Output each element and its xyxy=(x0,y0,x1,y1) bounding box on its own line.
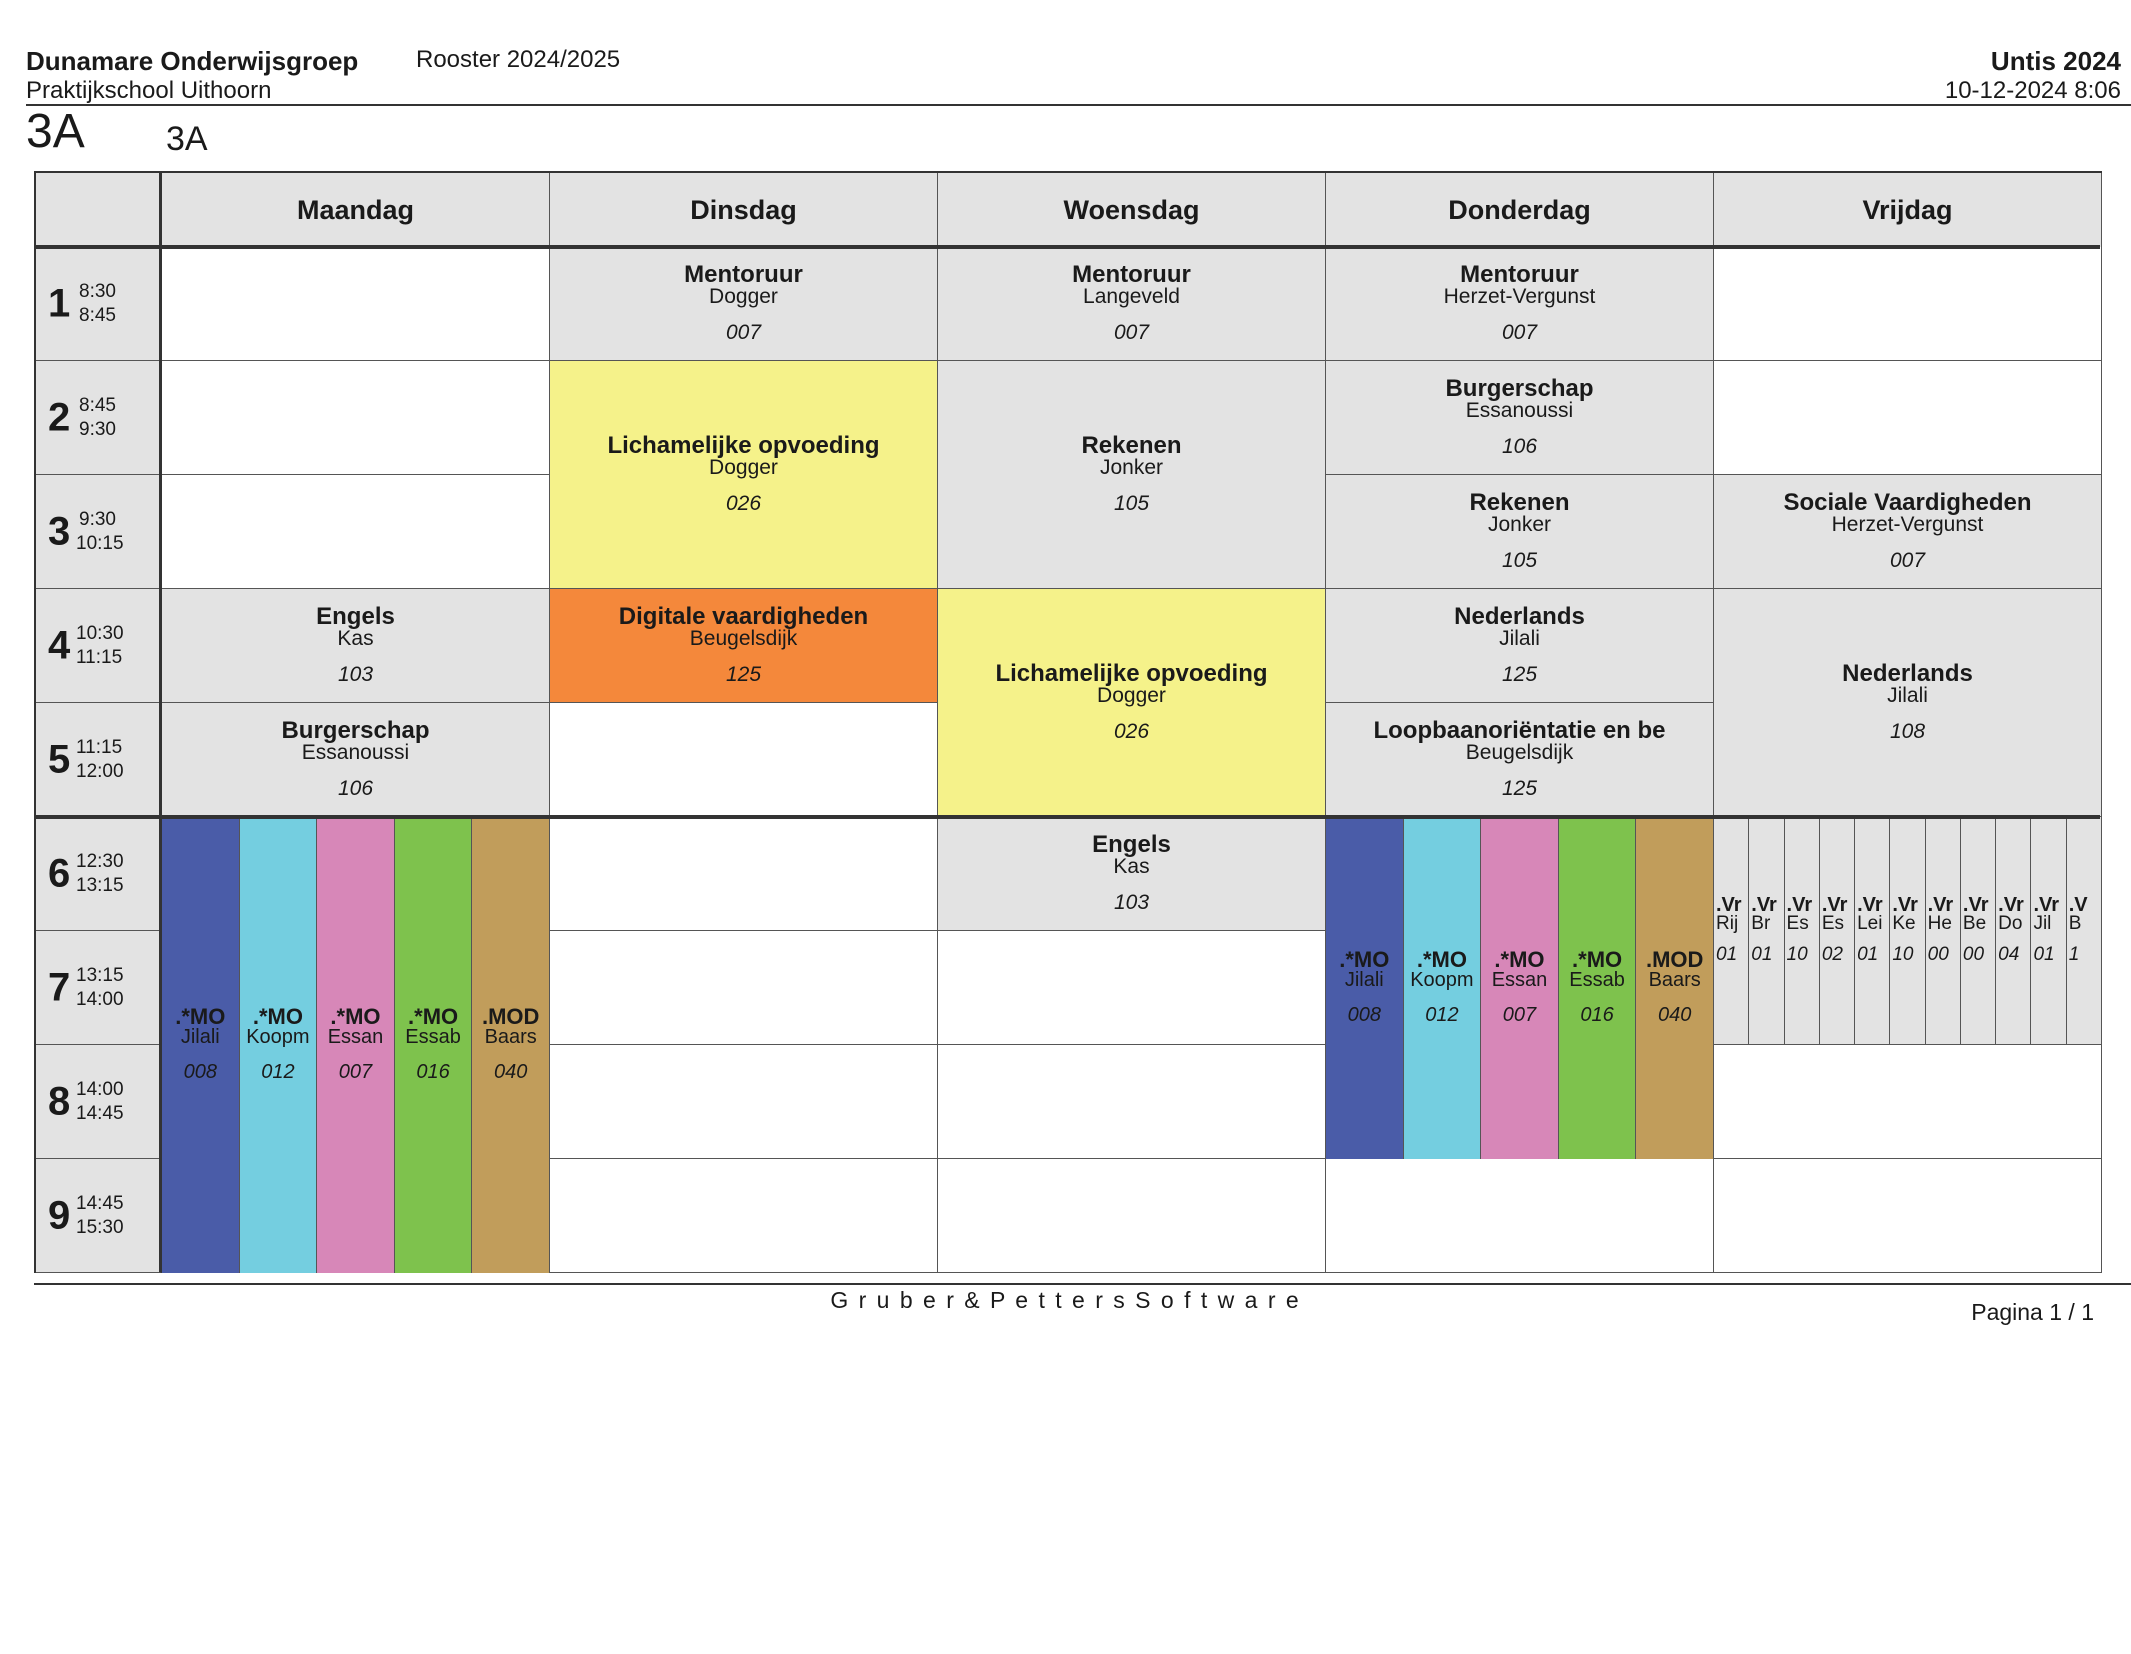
strip-room: 008 xyxy=(183,1060,217,1083)
lesson-room: 026 xyxy=(725,491,762,515)
lesson-subject: Rekenen xyxy=(1469,488,1570,516)
lesson-teacher: Langeveld xyxy=(1083,284,1180,308)
period-end: 11:15 xyxy=(76,646,123,668)
mini-subject: .Vr xyxy=(1927,893,1954,916)
lesson-room: 007 xyxy=(1889,548,1926,572)
lesson-room: 125 xyxy=(1501,776,1538,800)
elective-strip[interactable] xyxy=(1559,817,1637,1159)
mini-subject: .V xyxy=(2068,893,2088,916)
mini-teacher: Es xyxy=(1786,912,1809,934)
lesson-subject: Lichamelijke opvoeding xyxy=(995,659,1268,687)
product-name: Untis 2024 xyxy=(1990,46,2121,76)
mini-room: 01 xyxy=(1751,943,1773,965)
period-number: 3 xyxy=(48,509,71,553)
lesson-room: 007 xyxy=(1501,320,1538,344)
empty-slot xyxy=(550,931,938,1045)
lesson-room: 125 xyxy=(1501,662,1538,686)
mini-teacher: Es xyxy=(1821,912,1844,934)
strip-room: 007 xyxy=(1502,1003,1537,1026)
period-end: 14:00 xyxy=(76,988,124,1010)
period-end: 13:15 xyxy=(76,874,124,896)
period-start: 13:15 xyxy=(76,964,124,986)
empty-slot xyxy=(1714,1159,2102,1273)
school-name: Praktijkschool Uithoorn xyxy=(26,77,272,104)
lesson-teacher: Jilali xyxy=(1887,683,1928,707)
strip-teacher: Jilali xyxy=(1344,968,1384,991)
period-number: 2 xyxy=(48,395,71,439)
lesson-subject: Burgerschap xyxy=(1445,374,1594,402)
period-start: 8:45 xyxy=(79,394,116,416)
period-cell xyxy=(36,247,162,361)
empty-slot xyxy=(550,703,938,817)
period-time xyxy=(76,280,116,328)
mini-room: 1 xyxy=(2068,943,2080,965)
lesson-teacher: Dogger xyxy=(1097,683,1166,707)
friday-mini-block[interactable] xyxy=(1714,817,1749,1045)
lesson-room: 108 xyxy=(1889,719,1926,743)
strip-room: 012 xyxy=(1425,1003,1459,1026)
lesson-room: 007 xyxy=(1113,320,1150,344)
friday-mini-block[interactable] xyxy=(1785,817,1820,1045)
empty-slot xyxy=(938,931,1326,1045)
empty-slot xyxy=(550,1159,938,1273)
lesson-teacher: Jilali xyxy=(1499,626,1540,650)
period-number: 8 xyxy=(48,1079,71,1123)
strip-subject: .*MO xyxy=(330,1003,381,1029)
period-start: 11:15 xyxy=(76,736,123,758)
period-number: 1 xyxy=(48,281,71,325)
lesson-room: 106 xyxy=(337,776,374,800)
empty-slot xyxy=(162,475,550,589)
mini-subject: .Vr xyxy=(1716,893,1742,916)
timetable-grid xyxy=(34,171,2102,1273)
period-start: 10:30 xyxy=(76,622,124,644)
period-end: 14:45 xyxy=(76,1102,124,1124)
mini-teacher: B xyxy=(2068,912,2082,934)
elective-strip[interactable] xyxy=(472,817,550,1273)
period-cell xyxy=(36,475,162,589)
lesson-cell[interactable] xyxy=(1326,361,1714,475)
mini-room: 00 xyxy=(1927,943,1949,965)
period-cell xyxy=(36,931,162,1045)
strip-teacher: Koopm xyxy=(1410,968,1474,991)
lesson-cell[interactable] xyxy=(938,817,1326,931)
class-code-small: 3A xyxy=(166,120,208,158)
friday-mini-block[interactable] xyxy=(2067,817,2102,1045)
lesson-room: 026 xyxy=(1113,719,1150,743)
mini-teacher: He xyxy=(1927,912,1952,934)
lesson-subject: Rekenen xyxy=(1081,431,1182,459)
strip-room: 040 xyxy=(1658,1003,1692,1026)
mini-subject: .Vr xyxy=(1892,893,1918,916)
lesson-subject: Lichamelijke opvoeding xyxy=(607,431,880,459)
strip-teacher: Jilali xyxy=(180,1025,220,1048)
strip-teacher: Baars xyxy=(1648,968,1701,991)
lesson-room: 103 xyxy=(1113,890,1150,914)
period-start: 14:00 xyxy=(76,1078,124,1100)
lesson-cell[interactable] xyxy=(1326,589,1714,703)
period-time xyxy=(76,964,124,1012)
friday-mini-block[interactable] xyxy=(1820,817,1855,1045)
mini-subject: .Vr xyxy=(1857,893,1883,916)
lesson-cell[interactable] xyxy=(938,247,1326,361)
mini-room: 10 xyxy=(1786,943,1808,965)
strip-subject: .*MO xyxy=(1339,946,1390,972)
elective-strip[interactable] xyxy=(162,817,240,1273)
friday-mini-block[interactable] xyxy=(1961,817,1996,1045)
mini-teacher: Do xyxy=(1998,912,2023,934)
lesson-teacher: Herzet-Vergunst xyxy=(1443,284,1596,308)
lesson-teacher: Dogger xyxy=(709,455,778,479)
lesson-room: 106 xyxy=(1501,434,1538,458)
period-end: 9:30 xyxy=(79,418,116,440)
strip-teacher: Essab xyxy=(1569,968,1625,991)
period-time xyxy=(76,1192,124,1240)
period-number: 5 xyxy=(48,737,71,781)
period-start: 8:30 xyxy=(79,280,116,302)
lesson-cell[interactable] xyxy=(938,361,1326,589)
period-number: 9 xyxy=(48,1193,71,1237)
empty-slot xyxy=(550,1045,938,1159)
lesson-cell[interactable] xyxy=(162,703,550,817)
grid-corner xyxy=(36,173,162,247)
lesson-subject: Burgerschap xyxy=(281,716,430,744)
lesson-teacher: Essanoussi xyxy=(1465,398,1574,422)
lesson-teacher: Dogger xyxy=(709,284,778,308)
page-number: Pagina 1 / 1 xyxy=(1971,1299,2094,1325)
mini-subject: .Vr xyxy=(1751,893,1777,916)
empty-slot xyxy=(1714,361,2102,475)
strip-subject: .*MO xyxy=(408,1003,459,1029)
day-header-maandag: Maandag xyxy=(162,173,550,247)
period-time xyxy=(76,622,124,670)
empty-slot xyxy=(162,247,550,361)
friday-mini-block[interactable] xyxy=(1996,817,2031,1045)
lesson-cell[interactable] xyxy=(938,589,1326,817)
day-header-dinsdag: Dinsdag xyxy=(550,173,938,247)
lesson-room: 125 xyxy=(725,662,762,686)
class-code-large: 3A xyxy=(26,105,85,158)
lesson-subject: Nederlands xyxy=(1842,659,1973,687)
strip-room: 016 xyxy=(1580,1003,1614,1026)
lesson-subject: Mentoruur xyxy=(684,260,803,288)
friday-mini-block[interactable] xyxy=(1749,817,1784,1045)
strip-room: 008 xyxy=(1347,1003,1381,1026)
strip-subject: .MOD xyxy=(481,1003,540,1029)
period-time xyxy=(76,736,124,784)
mini-room: 04 xyxy=(1998,943,2020,965)
mini-subject: .Vr xyxy=(2033,893,2060,916)
elective-strip[interactable] xyxy=(1326,817,1404,1159)
lesson-cell[interactable] xyxy=(162,589,550,703)
period-number: 7 xyxy=(48,965,71,1009)
empty-slot xyxy=(938,1045,1326,1159)
lesson-teacher: Beugelsdijk xyxy=(689,626,798,650)
lesson-room: 007 xyxy=(725,320,762,344)
strip-subject: .*MO xyxy=(1416,946,1467,972)
mini-room: 01 xyxy=(2033,943,2055,965)
elective-strip[interactable] xyxy=(240,817,318,1273)
lesson-teacher: Kas xyxy=(1113,854,1150,878)
day-header-woensdag: Woensdag xyxy=(938,173,1326,247)
mini-teacher: Ke xyxy=(1892,912,1916,934)
strip-teacher: Koopm xyxy=(246,1025,310,1048)
period-end: 12:00 xyxy=(76,760,124,782)
lesson-subject: Loopbaanoriëntatie en be xyxy=(1373,716,1666,744)
period-cell xyxy=(36,589,162,703)
empty-slot xyxy=(162,361,550,475)
mini-teacher: Rij xyxy=(1716,912,1739,934)
period-end: 10:15 xyxy=(76,532,124,554)
lesson-room: 105 xyxy=(1501,548,1538,572)
period-start: 12:30 xyxy=(76,850,124,872)
mini-subject: .Vr xyxy=(1821,893,1848,916)
lesson-cell[interactable] xyxy=(1326,247,1714,361)
strip-room: 016 xyxy=(416,1060,450,1083)
lesson-cell[interactable] xyxy=(550,247,938,361)
mini-room: 00 xyxy=(1962,943,1985,965)
elective-strip[interactable] xyxy=(317,817,395,1273)
period-start: 9:30 xyxy=(79,508,116,530)
period-cell xyxy=(36,817,162,931)
lesson-subject: Engels xyxy=(1092,830,1171,858)
lesson-room: 103 xyxy=(337,662,374,686)
day-header-vrijdag: Vrijdag xyxy=(1714,173,2102,247)
lesson-subject: Mentoruur xyxy=(1072,260,1191,288)
mini-room: 02 xyxy=(1821,943,1843,965)
elective-strip[interactable] xyxy=(1636,817,1714,1159)
lesson-teacher: Jonker xyxy=(1487,512,1552,536)
strip-teacher: Essan xyxy=(327,1025,384,1048)
mini-teacher: Lei xyxy=(1857,912,1883,934)
lesson-cell[interactable] xyxy=(550,589,938,703)
empty-slot xyxy=(1714,1045,2102,1159)
period-end: 8:45 xyxy=(79,304,116,326)
lesson-cell[interactable] xyxy=(550,361,938,589)
strip-subject: .*MO xyxy=(252,1003,303,1029)
period-cell xyxy=(36,703,162,817)
strip-subject: .*MO xyxy=(1572,946,1623,972)
period-cell xyxy=(36,361,162,475)
day-header-donderdag: Donderdag xyxy=(1326,173,1714,247)
mini-room: 10 xyxy=(1892,943,1914,965)
period-time xyxy=(76,850,124,898)
period-number: 6 xyxy=(48,851,71,895)
lesson-cell[interactable] xyxy=(1714,475,2102,589)
period-time xyxy=(76,508,124,556)
strip-subject: .*MO xyxy=(175,1003,226,1029)
school-group: Dunamare Onderwijsgroep xyxy=(26,46,359,76)
lesson-teacher: Jonker xyxy=(1099,455,1164,479)
strip-room: 012 xyxy=(261,1060,295,1083)
period-end: 15:30 xyxy=(76,1216,124,1238)
strip-teacher: Essan xyxy=(1491,968,1548,991)
elective-strip[interactable] xyxy=(1404,817,1482,1159)
timestamp: 10-12-2024 8:06 xyxy=(1944,77,2121,104)
period-cell xyxy=(36,1159,162,1273)
empty-slot xyxy=(1714,247,2102,361)
mini-teacher: Br xyxy=(1751,912,1771,934)
period-cell xyxy=(36,1045,162,1159)
mini-subject: .Vr xyxy=(1786,893,1813,916)
header-separator xyxy=(36,245,2100,249)
lesson-room: 105 xyxy=(1113,491,1150,515)
elective-strip[interactable] xyxy=(395,817,473,1273)
period-column-separator xyxy=(159,173,162,1271)
period-start: 14:45 xyxy=(76,1192,124,1214)
lesson-cell[interactable] xyxy=(1326,703,1714,817)
lunch-separator xyxy=(36,815,2100,819)
elective-strip[interactable] xyxy=(1481,817,1559,1159)
empty-slot xyxy=(938,1159,1326,1273)
lesson-subject: Nederlands xyxy=(1454,602,1585,630)
strip-teacher: Baars xyxy=(484,1025,537,1048)
empty-slot xyxy=(550,817,938,931)
footer-divider xyxy=(34,1283,2131,1285)
mini-teacher: Jil xyxy=(2033,912,2052,934)
strip-room: 007 xyxy=(338,1060,373,1083)
mini-subject: .Vr xyxy=(1998,893,2024,916)
period-number: 4 xyxy=(48,623,71,667)
friday-mini-block[interactable] xyxy=(1855,817,1890,1045)
friday-mini-block[interactable] xyxy=(2031,817,2066,1045)
lesson-cell[interactable] xyxy=(1326,475,1714,589)
lesson-subject: Digitale vaardigheden xyxy=(618,602,869,630)
lesson-subject: Engels xyxy=(316,602,395,630)
strip-subject: .MOD xyxy=(1645,946,1704,972)
mini-subject: .Vr xyxy=(1962,893,1989,916)
lesson-teacher: Beugelsdijk xyxy=(1465,740,1574,764)
friday-mini-block[interactable] xyxy=(1890,817,1925,1045)
lesson-subject: Mentoruur xyxy=(1460,260,1579,288)
mini-room: 01 xyxy=(1857,943,1879,965)
strip-teacher: Essab xyxy=(405,1025,461,1048)
period-time xyxy=(76,1078,124,1126)
lesson-teacher: Herzet-Vergunst xyxy=(1831,512,1984,536)
lesson-teacher: Essanoussi xyxy=(301,740,410,764)
vendor-name: G r u b e r & P e t t e r s S o f t w a r e xyxy=(830,1287,1301,1313)
mini-teacher: Be xyxy=(1962,912,1987,934)
lesson-teacher: Kas xyxy=(337,626,374,650)
strip-room: 040 xyxy=(494,1060,528,1083)
header-divider xyxy=(26,104,2131,106)
schedule-year: Rooster 2024/2025 xyxy=(416,46,621,73)
friday-mini-block[interactable] xyxy=(1926,817,1961,1045)
lesson-subject: Sociale Vaardigheden xyxy=(1783,488,2032,516)
empty-slot xyxy=(1326,1159,1714,1273)
lesson-cell[interactable] xyxy=(1714,589,2102,817)
mini-room: 01 xyxy=(1716,943,1738,965)
strip-subject: .*MO xyxy=(1494,946,1545,972)
period-time xyxy=(76,394,116,442)
